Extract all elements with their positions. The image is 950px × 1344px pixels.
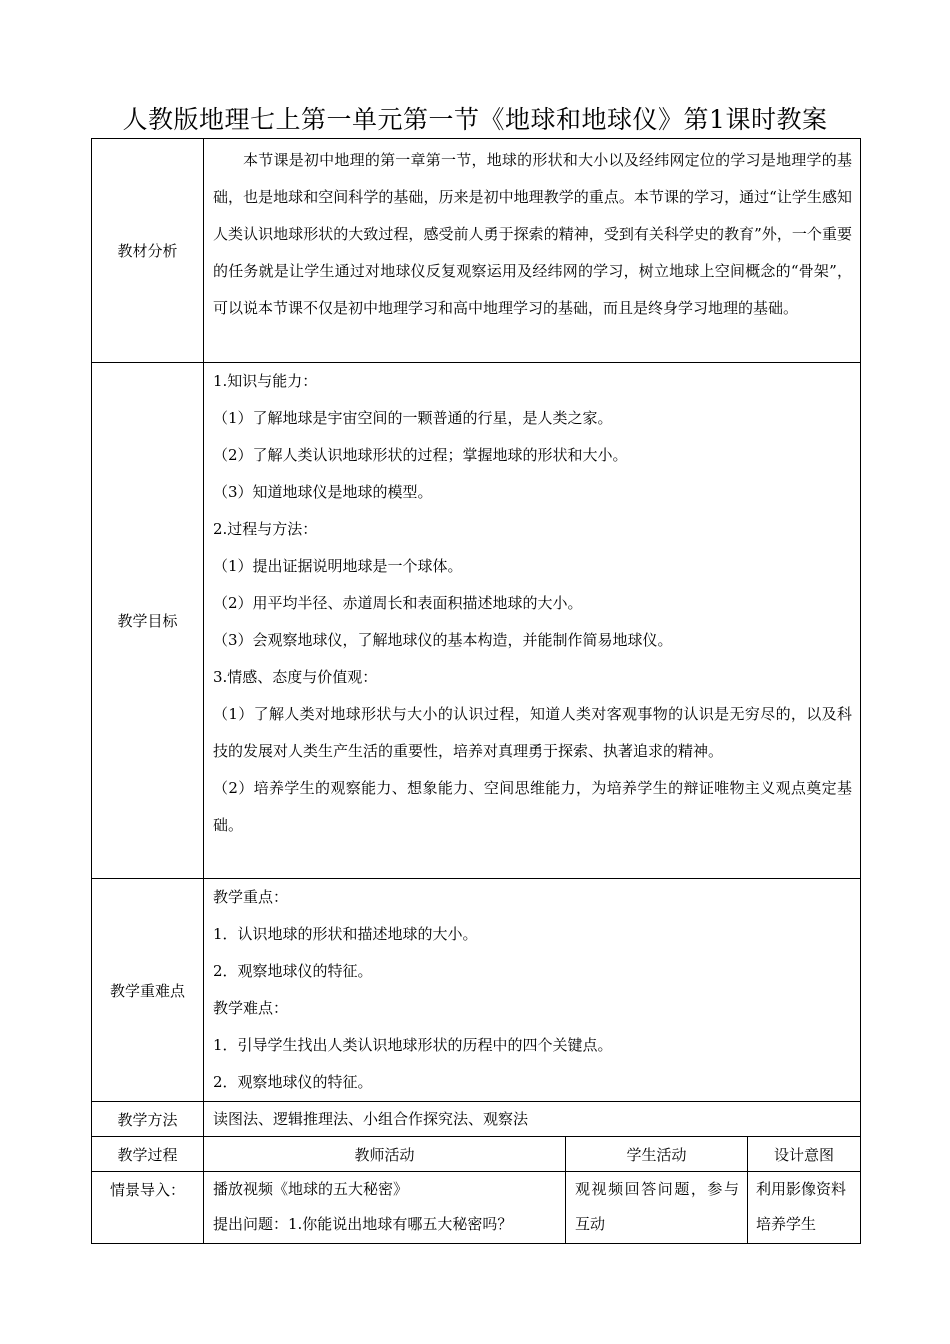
document-title: 人教版地理七上第一单元第一节《地球和地球仪》第1课时教案 [122,105,828,134]
row-label-material: 教材分析 [92,139,204,363]
goal-line: （3）会观察地球仪，了解地球仪的基本构造，并能制作简易地球仪。 [213,631,673,649]
goal-line: （2）了解人类认识地球形状的过程；掌握地球的形状和大小。 [213,446,628,464]
header-teacher-activity: 教师活动 [204,1137,566,1172]
row-scenario-intro [92,1172,861,1244]
goal-line: （1）了解人类对地球形状与大小的认识过程，知道人类对客观事物的认识是无穷尽的，以及科技的发展对人类生产生活的重要性，培养对真理勇于探索、执著追求的精神。 [213,705,852,760]
goal-line: （2）用平均半径、赤道周长和表面积描述地球的大小。 [213,594,583,612]
keypoint-line: 2．观察地球仪的特征。 [213,962,373,980]
row-key-difficult-points [92,879,861,1102]
row-label-goals: 教学目标 [92,363,204,879]
intro-intent-cell [748,1172,861,1244]
intro-label-cell [92,1172,204,1244]
intro-student-cell [566,1172,748,1244]
goal-line: 2.过程与方法： [213,520,318,538]
row-teaching-methods [92,1102,861,1137]
teaching-goals-cell [204,363,861,879]
row-label-keypoints: 教学重难点 [92,879,204,1102]
goal-line: （2）培养学生的观察能力、想象能力、空间思维能力，为培养学生的辩证唯物主义观点奠定基础。 [213,779,852,834]
header-design-intent: 设计意图 [748,1137,861,1172]
goal-line: 1.知识与能力： [213,372,318,390]
methods-cell [204,1102,861,1137]
intro-teacher-cell [204,1172,566,1244]
keypoint-line: 2．观察地球仪的特征。 [213,1073,373,1091]
intro-teacher-line: 提出问题：1.你能说出地球有哪五大秘密吗？ [213,1215,513,1233]
intro-student-text: 观视频回答问题，参与互动 [575,1180,739,1233]
keypoint-line: 1．引导学生找出人类认识地球形状的历程中的四个关键点。 [213,1036,613,1054]
row-label-intro: 情景导入： [109,1181,185,1199]
goal-line: （1）提出证据说明地球是一个球体。 [213,557,463,575]
keypoint-line: 1．认识地球的形状和描述地球的大小。 [213,925,478,943]
goal-line: （1）了解地球是宇宙空间的一颗普通的行星，是人类之家。 [213,409,613,427]
row-teaching-goals [92,363,861,879]
row-material-analysis [92,139,861,363]
material-analysis-cell [204,139,861,363]
goal-line: （3）知道地球仪是地球的模型。 [213,483,433,501]
row-process-header [92,1137,861,1172]
methods-text: 读图法、逻辑推理法、小组合作探究法、观察法 [213,1110,529,1128]
intro-teacher-line: 播放视频《地球的五大秘密》 [213,1180,409,1198]
keypoint-line: 教学难点： [213,999,289,1017]
lesson-plan-table [91,138,861,1244]
material-analysis-text: 本节课是初中地理的第一章第一节，地球的形状和大小以及经纬网定位的学习是地理学的基础，也是地球和空间科学的基础，历来是初中地理教学的重点。本节课的学习，通过“让学生感知人类认识地球形状的大致过程，感受前人勇于探索的精神，受到有关科学史的教育”外，一个重要的任务就是让学生通过对地球仪反复观察运用及经纬网的学习，树立地球上空间概念的“骨架”，可以说本节课不仅是初中地理学习和高中地理学习的基础，而且是终身学习地理的基础。 [213,151,852,317]
row-label-methods: 教学方法 [92,1102,204,1137]
intro-intent-text: 利用影像资料培养学生 [756,1180,847,1233]
goal-line: 3.情感、态度与价值观： [213,668,378,686]
row-label-process: 教学过程 [92,1137,204,1172]
keypoint-line: 教学重点： [213,888,289,906]
header-student-activity: 学生活动 [566,1137,748,1172]
keypoints-cell [204,879,861,1102]
